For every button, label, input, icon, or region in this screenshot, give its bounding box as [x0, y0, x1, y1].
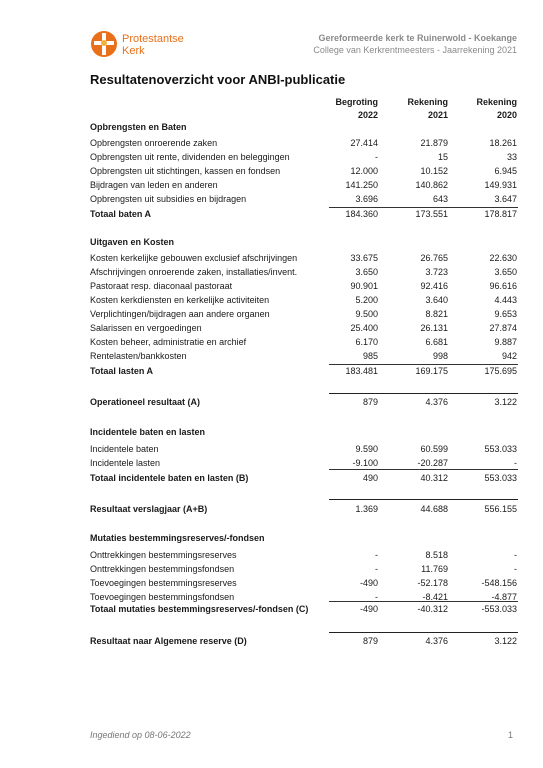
- row-value: 33.675: [350, 253, 378, 263]
- row-value: -20.287: [417, 458, 448, 468]
- table-row: [90, 577, 517, 590]
- column-header-rekening-2020: Rekening 2020: [476, 97, 517, 120]
- table-row: [90, 280, 517, 293]
- document-header: [313, 32, 517, 56]
- row-label: Pastoraat resp. diaconaal pastoraat: [90, 281, 233, 291]
- row-value: 3.122: [494, 636, 517, 646]
- submission-date: Ingediend op 08-06-2022: [90, 730, 191, 740]
- page-title: Resultatenoverzicht voor ANBI-publicatie: [90, 72, 346, 87]
- row-value: 5.200: [355, 295, 378, 305]
- row-value: 169.175: [415, 366, 448, 376]
- row-value: 27.874: [489, 323, 517, 333]
- row-value: 3.696: [355, 194, 378, 204]
- row-value: 3.122: [494, 397, 517, 407]
- row-value: 183.481: [345, 366, 378, 376]
- table-row: [90, 443, 517, 456]
- row-label: Operationeel resultaat (A): [90, 397, 201, 407]
- row-label: Opbrengsten uit stichtingen, kassen en fondsen: [90, 166, 281, 176]
- row-value: 3.640: [425, 295, 448, 305]
- row-value: 3.650: [494, 267, 517, 277]
- row-value: 6.945: [494, 166, 517, 176]
- section-heading: Uitgaven en Kosten: [90, 237, 175, 247]
- row-value: -: [514, 564, 517, 574]
- table-row: [90, 151, 517, 164]
- table-row: [90, 252, 517, 265]
- row-label: Totaal lasten A: [90, 366, 154, 376]
- column-header-rekening-2021: Rekening 2021: [407, 97, 448, 120]
- row-value: 22.630: [489, 253, 517, 263]
- total-rule: [329, 469, 518, 470]
- row-value: 9.887: [494, 337, 517, 347]
- row-value: -: [375, 592, 378, 602]
- table-row: [90, 336, 517, 349]
- row-label: Resultaat verslagjaar (A+B): [90, 504, 208, 514]
- result-rule: [329, 632, 518, 633]
- row-value: 96.616: [489, 281, 517, 291]
- row-value: 92.416: [420, 281, 448, 291]
- total-row: [90, 208, 517, 221]
- row-label: Afschrijvingen onroerende zaken, installaties/invent.: [90, 267, 298, 277]
- table-row: [90, 322, 517, 335]
- row-value: 942: [501, 351, 517, 361]
- row-value: 140.862: [415, 180, 448, 190]
- row-value: 553.033: [484, 444, 517, 454]
- row-label: Onttrekkingen bestemmingsfondsen: [90, 564, 235, 574]
- table-row: [90, 179, 517, 192]
- row-value: 9.653: [494, 309, 517, 319]
- row-value: -4.877: [491, 592, 517, 602]
- row-label: Incidentele lasten: [90, 458, 161, 468]
- row-value: 3.723: [425, 267, 448, 277]
- row-value: -8.421: [422, 592, 448, 602]
- row-label: Totaal mutaties bestemmingsreserves/-fondsen (C): [90, 604, 309, 614]
- row-value: 178.817: [484, 209, 517, 219]
- column-header-begroting-2022: Begroting 2022: [335, 97, 378, 120]
- logo-text: Protestantse Kerk: [122, 33, 184, 57]
- row-value: -: [375, 152, 378, 162]
- row-value: 6.170: [355, 337, 378, 347]
- total-rule: [329, 364, 518, 365]
- row-value: 8.518: [425, 550, 448, 560]
- row-value: -: [514, 458, 517, 468]
- row-value: -490: [359, 604, 378, 614]
- row-label: Resultaat naar Algemene reserve (D): [90, 636, 247, 646]
- row-label: Incidentele baten: [90, 444, 159, 454]
- row-label: Verplichtingen/bijdragen aan andere organen: [90, 309, 270, 319]
- logo: [90, 30, 210, 60]
- row-label: Toevoegingen bestemmingsfondsen: [90, 592, 235, 602]
- row-value: 10.152: [420, 166, 448, 176]
- row-value: -490: [359, 578, 378, 588]
- result-rule: [329, 393, 518, 394]
- row-value: 173.551: [415, 209, 448, 219]
- row-value: 4.376: [425, 636, 448, 646]
- document-subtitle: College van Kerkrentmeesters - Jaarrekening 2021: [313, 45, 517, 55]
- row-label: Totaal baten A: [90, 209, 152, 219]
- row-label: Opbrengsten uit rente, dividenden en beleggingen: [90, 152, 290, 162]
- row-value: 11.769: [421, 564, 448, 574]
- table-row: [90, 350, 517, 363]
- total-row: [90, 603, 517, 616]
- row-value: 6.681: [425, 337, 448, 347]
- row-label: Totaal incidentele baten en lasten (B): [90, 473, 249, 483]
- row-value: 985: [362, 351, 378, 361]
- row-value: 149.931: [484, 180, 517, 190]
- total-row: [90, 472, 517, 485]
- section-heading: Incidentele baten en lasten: [90, 427, 206, 437]
- row-value: 879: [362, 636, 378, 646]
- row-value: -: [514, 550, 517, 560]
- table-row: [90, 193, 517, 206]
- row-value: 15: [437, 152, 448, 162]
- row-value: 879: [362, 397, 378, 407]
- row-label: Opbrengsten onroerende zaken: [90, 138, 218, 148]
- row-value: 25.400: [350, 323, 378, 333]
- row-label: Bijdragen van leden en anderen: [90, 180, 218, 190]
- row-value: 490: [362, 473, 378, 483]
- total-row: [90, 503, 517, 516]
- row-value: 175.695: [484, 366, 517, 376]
- row-value: 21.879: [420, 138, 448, 148]
- row-value: -40.312: [417, 604, 448, 614]
- row-label: Toevoegingen bestemmingsreserves: [90, 578, 237, 588]
- table-row: [90, 165, 517, 178]
- page-number: 1: [507, 730, 513, 740]
- row-label: Kosten kerkelijke gebouwen exclusief afschrijvingen: [90, 253, 298, 263]
- row-label: Onttrekkingen bestemmingsreserves: [90, 550, 237, 560]
- organization-name: Gereformeerde kerk te Ruinerwold - Koekange: [318, 33, 517, 43]
- row-value: 184.360: [345, 209, 378, 219]
- row-value: 9.500: [355, 309, 378, 319]
- row-value: 8.821: [425, 309, 448, 319]
- row-value: 26.131: [420, 323, 448, 333]
- row-value: 40.312: [420, 473, 448, 483]
- table-row: [90, 266, 517, 279]
- church-logo-icon: [90, 30, 118, 58]
- row-label: Kosten beheer, administratie en archief: [90, 337, 247, 347]
- row-value: 1.369: [355, 504, 378, 514]
- row-value: 90.901: [350, 281, 378, 291]
- table-row: [90, 294, 517, 307]
- row-value: 3.650: [355, 267, 378, 277]
- row-value: 556.155: [484, 504, 517, 514]
- row-value: 9.590: [355, 444, 378, 454]
- row-value: -548.156: [481, 578, 517, 588]
- row-value: -52.178: [417, 578, 448, 588]
- row-label: Kosten kerkdiensten en kerkelijke activiteiten: [90, 295, 270, 305]
- row-value: 26.765: [420, 253, 448, 263]
- table-row: [90, 549, 517, 562]
- result-rule: [329, 499, 518, 500]
- row-value: 553.033: [484, 473, 517, 483]
- row-value: 60.599: [420, 444, 448, 454]
- row-value: 643: [432, 194, 448, 204]
- total-rule: [329, 207, 518, 208]
- row-value: -553.033: [481, 604, 517, 614]
- row-value: 4.443: [494, 295, 517, 305]
- row-value: 141.250: [345, 180, 378, 190]
- row-label: Opbrengsten uit subsidies en bijdragen: [90, 194, 247, 204]
- row-value: 3.647: [494, 194, 517, 204]
- table-row: [90, 563, 517, 576]
- row-value: -: [375, 550, 378, 560]
- row-value: 18.261: [489, 138, 517, 148]
- total-row: [90, 396, 517, 409]
- row-value: 27.414: [350, 138, 378, 148]
- total-rule: [329, 601, 518, 602]
- row-value: -9.100: [352, 458, 378, 468]
- row-value: 33: [506, 152, 517, 162]
- row-label: Salarissen en vergoedingen: [90, 323, 202, 333]
- total-row: [90, 635, 517, 648]
- section-heading: Mutaties bestemmingsreserves/-fondsen: [90, 533, 265, 543]
- table-row: [90, 137, 517, 150]
- total-row: [90, 365, 517, 378]
- section-heading: Opbrengsten en Baten: [90, 122, 187, 132]
- row-value: 44.688: [420, 504, 448, 514]
- table-row: [90, 308, 517, 321]
- row-value: -: [375, 564, 378, 574]
- row-value: 998: [432, 351, 448, 361]
- row-value: 12.000: [350, 166, 378, 176]
- row-value: 4.376: [425, 397, 448, 407]
- row-label: Rentelasten/bankkosten: [90, 351, 187, 361]
